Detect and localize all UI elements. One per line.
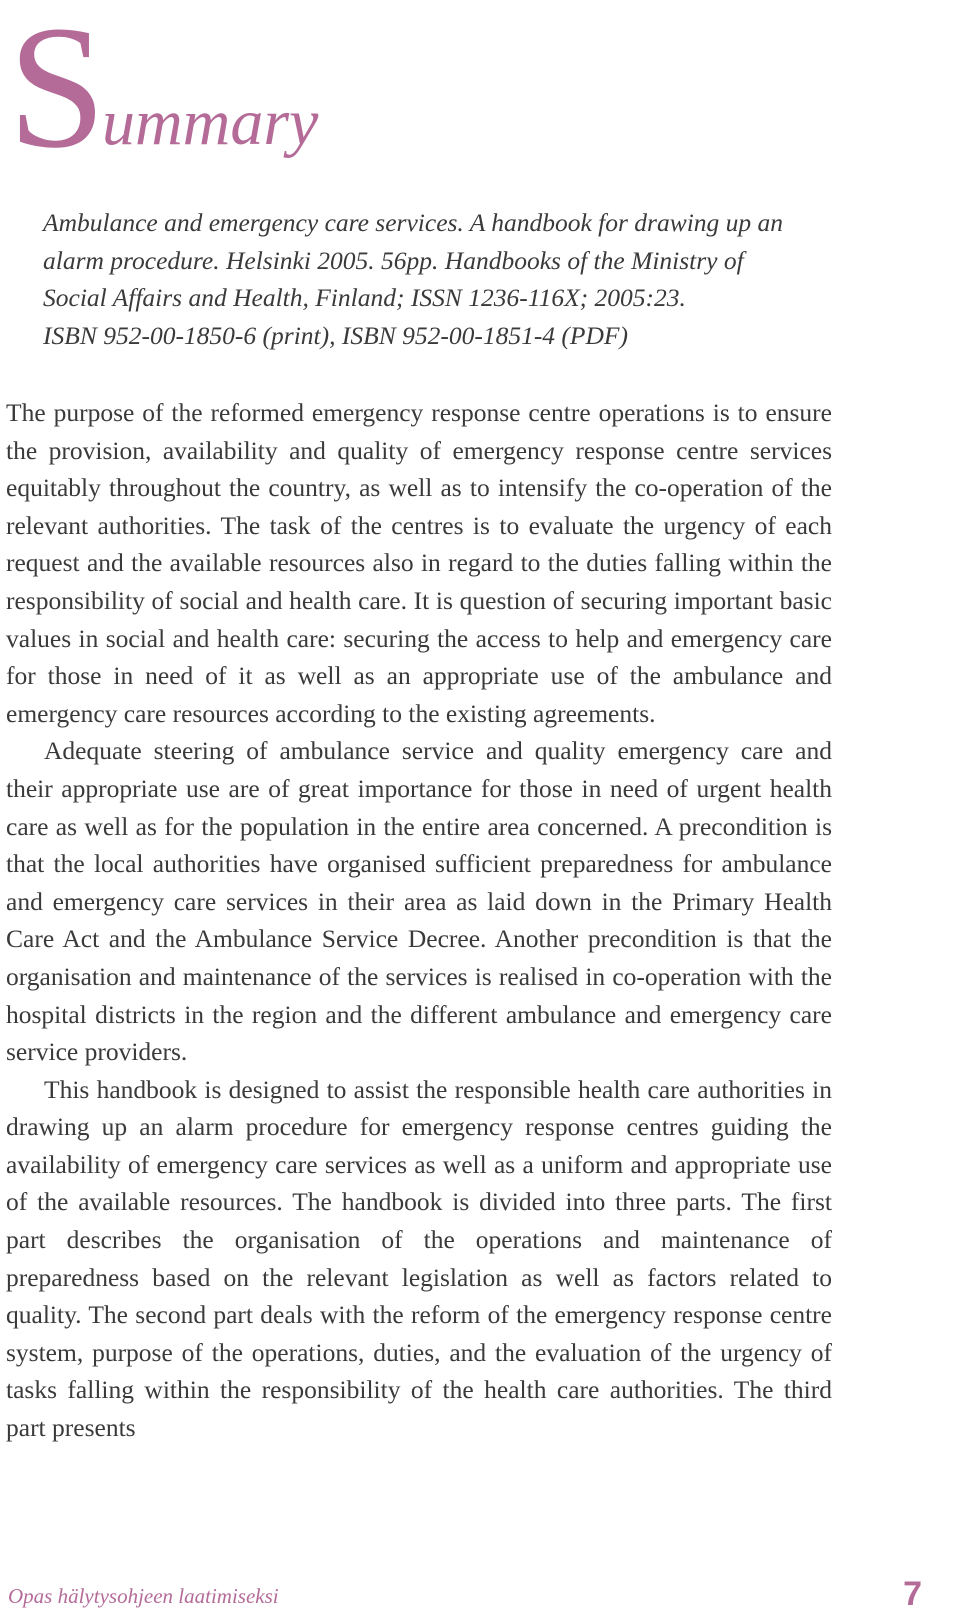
citation-line: Social Affairs and Health, Finland; ISSN 1236-116X; 2005:23.	[43, 283, 686, 313]
footer-book-title: Opas hälytysohjeen laatimiseksi	[8, 1584, 279, 1608]
title-rest: ummary	[102, 86, 319, 159]
summary-body	[6, 394, 832, 1447]
citation-line: Ambulance and emergency care services. A handbook for drawing up an	[43, 208, 784, 237]
bibliographic-citation	[43, 204, 833, 354]
citation-line: ISBN 952-00-1850-6 (print), ISBN 952-00-1851-4 (PDF)	[43, 320, 628, 350]
page-title	[8, 0, 319, 185]
title-initial-letter: S	[8, 0, 106, 185]
paragraph-steering: Adequate steering of ambulance service and quality emergency care and their appropriate use are of great importance for those in need of urgent health care as well as for the population in the entire area concerned. A precondition is that the local authorities have organised sufficient preparedness for ambulance and emergency care services in their area as laid down in the Primary Health Care Act and the Ambulance Service Decree. Another precondition is that the organisation and maintenance of the services is realised in co-operation with the hospital districts in the region and the different ambulance and emergency care service providers.	[6, 736, 832, 1067]
citation-line: alarm procedure. Helsinki 2005. 56pp. Handbooks of the Ministry of	[43, 245, 744, 275]
paragraph-purpose: The purpose of the reformed emergency response centre operations is to ensure the provision, availability and quality of emergency response centre services equitably throughout the country, as well as to intensify the co-operation of the relevant authorities. The task of the centres is to evaluate the urgency of each request and the available resources also in regard to the duties falling within the responsibility of social and health care. It is question of securing important basic values in social and health care: securing the access to help and emergency care for those in need of it as well as an appropriate use of the ambulance and emergency care resources according to the existing agreements.	[6, 398, 832, 728]
page-number: 7	[903, 1575, 922, 1613]
paragraph-handbook: This handbook is designed to assist the responsible health care authorities in drawing up an alarm procedure for emergency response centres guiding the availability of emergency care services as well as a uniform and appropriate use of the available resources. The handbook is divided into three parts. The first part describes the organisation of the operations and maintenance of preparedness based on the relevant legislation as well as factors related to quality. The second part deals with the reform of the emergency response centre system, purpose of the operations, duties, and the evaluation of the urgency of tasks falling within the responsibility of the health care authorities. The third part presents	[6, 1074, 832, 1443]
